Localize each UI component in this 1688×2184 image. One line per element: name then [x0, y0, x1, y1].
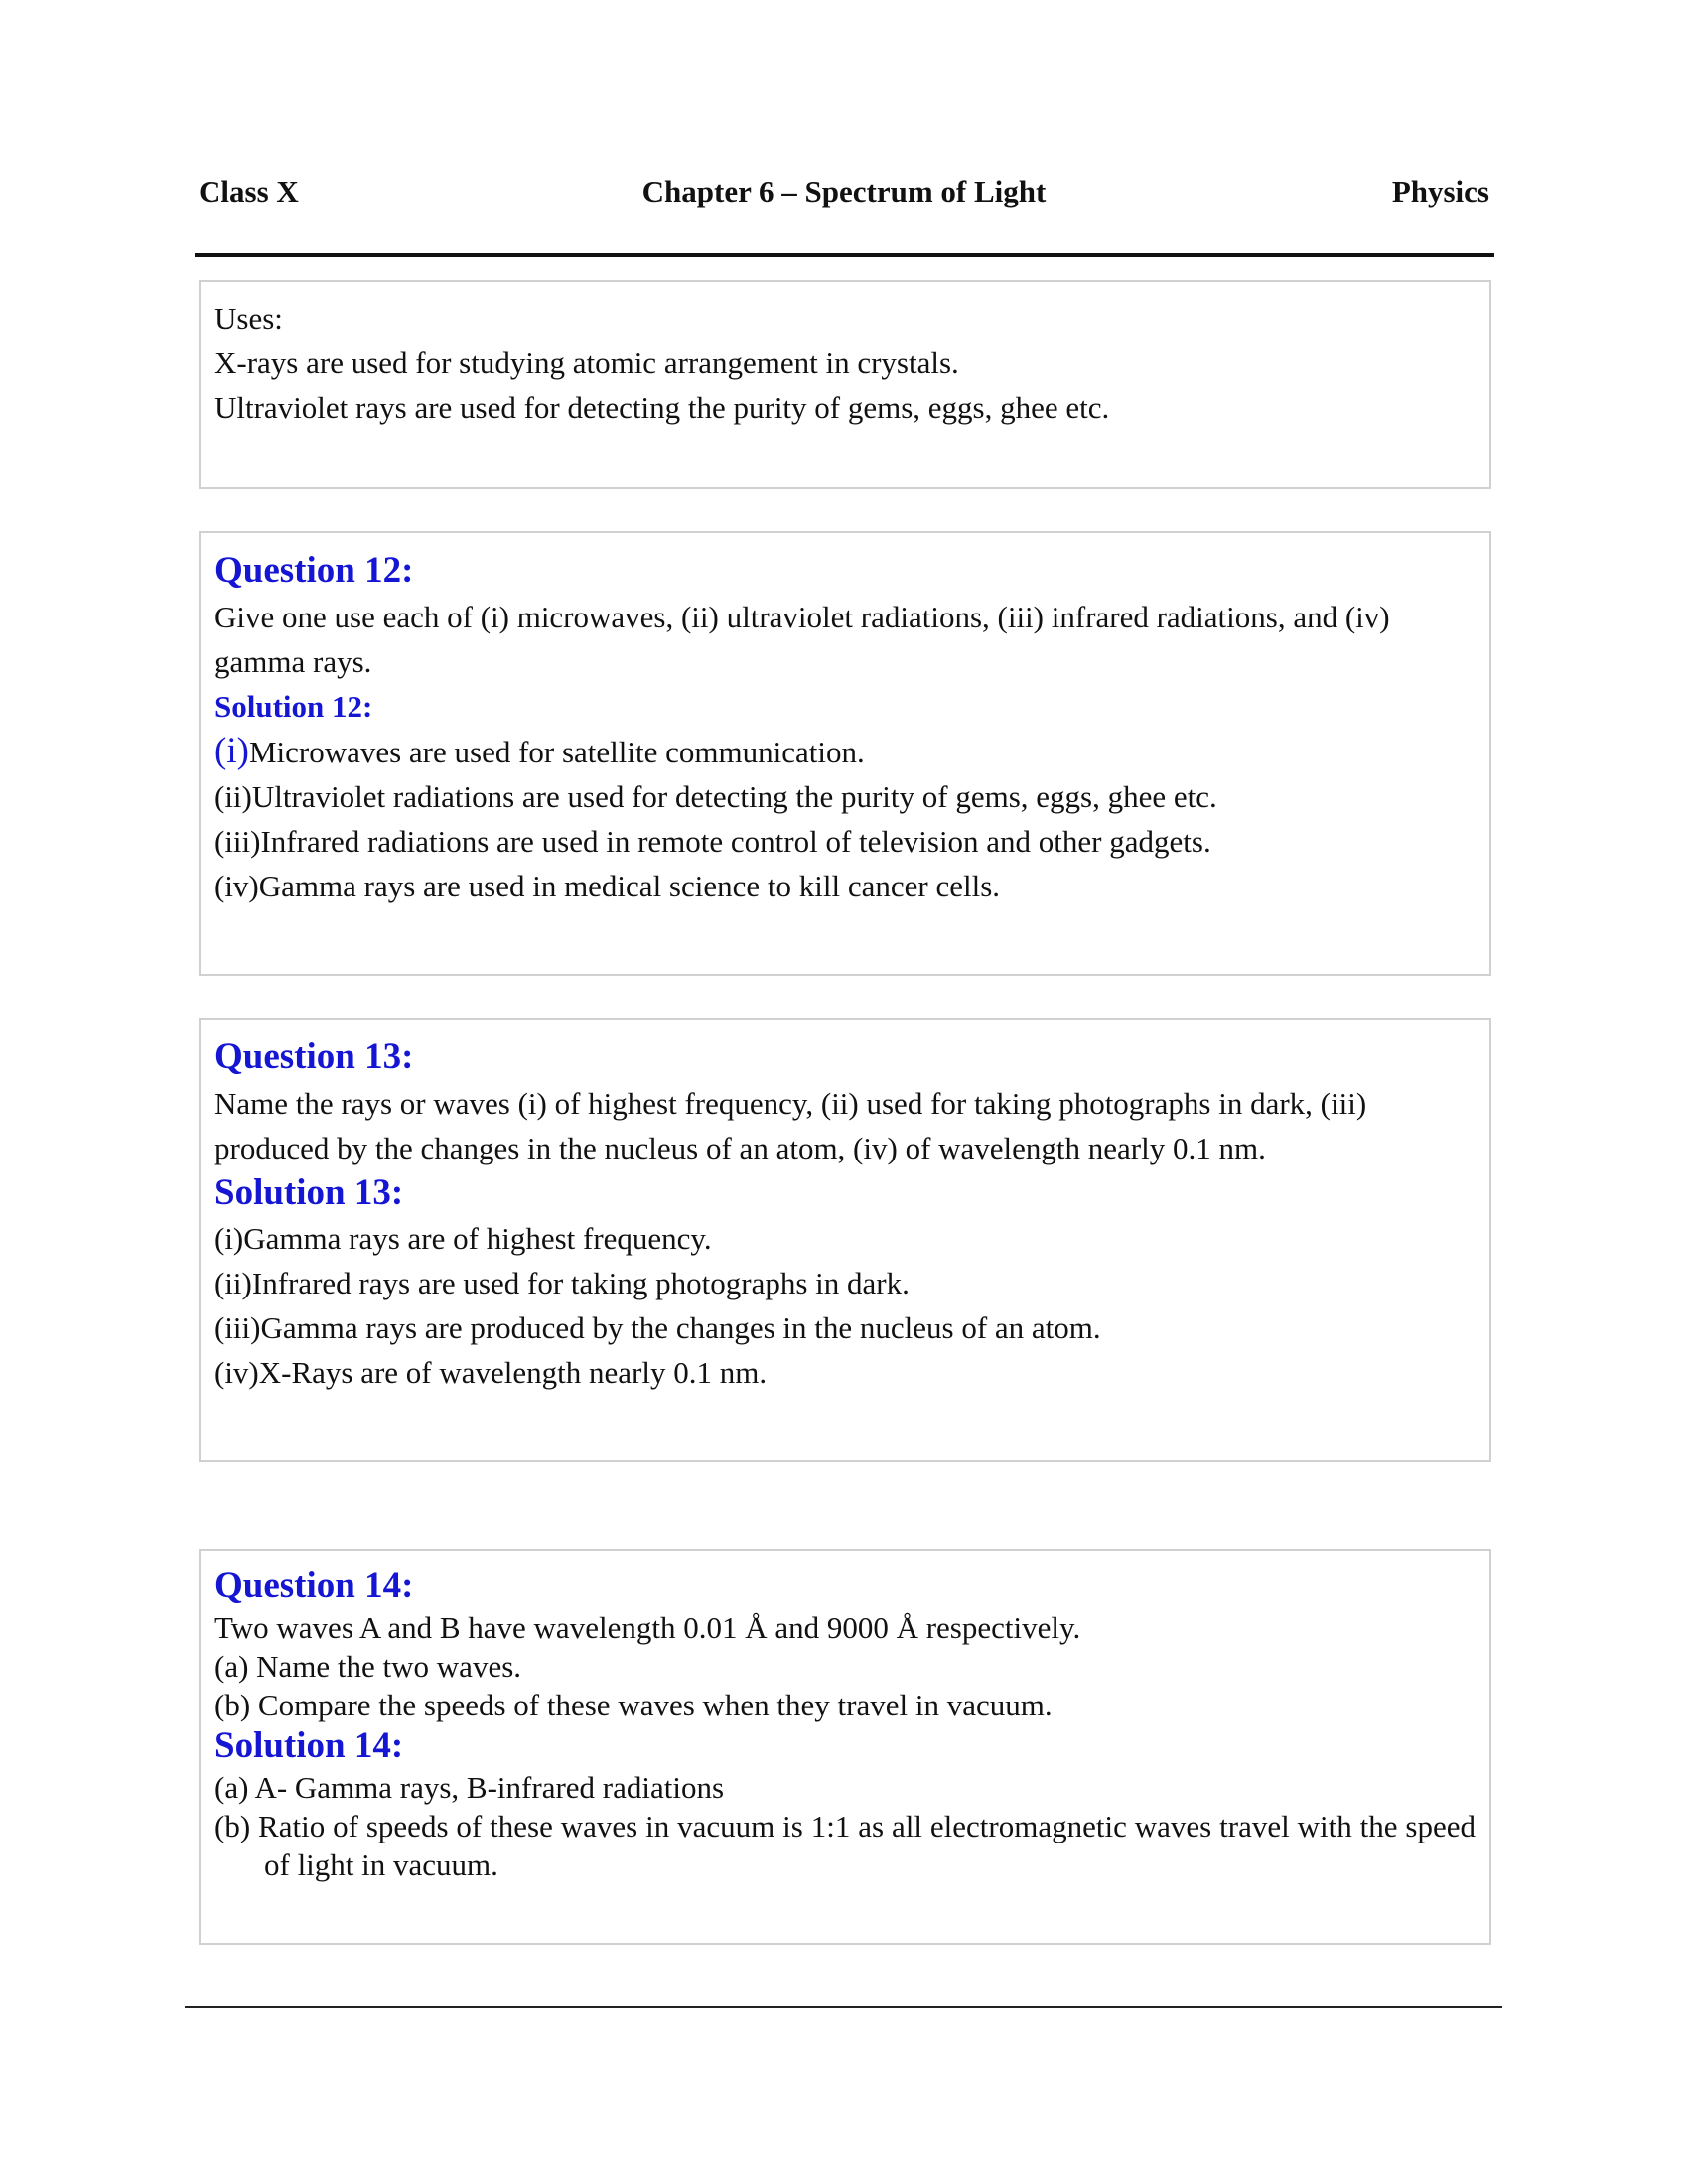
- header-divider: [195, 253, 1494, 257]
- question-12-box: [199, 531, 1491, 976]
- question-12-title: Question 12:: [214, 550, 414, 591]
- question-14-box: [199, 1549, 1491, 1945]
- solution-13-answer: (i)Gamma rays are of highest frequency.: [214, 1221, 712, 1256]
- uses-box: [199, 280, 1491, 489]
- solution-12-title: Solution 12:: [214, 689, 373, 724]
- solution-14-answer: (a) A- Gamma rays, B-infrared radiations: [214, 1770, 725, 1805]
- question-13-text-line: produced by the changes in the nucleus of an atom, (iv) of wavelength nearly 0.1 nm.: [214, 1131, 1266, 1165]
- answer-text: Microwaves are used for satellite communication.: [248, 735, 865, 769]
- solution-13-answer: (iv)X-Rays are of wavelength nearly 0.1 nm.: [214, 1355, 768, 1390]
- footer-divider: [185, 2006, 1502, 2008]
- question-13-text-line: Name the rays or waves (i) of highest frequency, (ii) used for taking photographs in dark, (iii): [214, 1086, 1367, 1121]
- header-class: Class X: [199, 174, 299, 208]
- solution-14-answer: (b) Ratio of speeds of these waves in vacuum is 1:1 as all electromagnetic waves travel with the speed of light in vacuum.: [214, 1809, 1476, 1882]
- uses-label: Uses:: [214, 301, 283, 336]
- solution-12-answer: (ii)Ultraviolet radiations are used for detecting the purity of gems, eggs, ghee etc.: [214, 779, 1217, 814]
- question-14-text-line: Two waves A and B have wavelength 0.01 Å and 9000 Å respectively.: [214, 1610, 1081, 1645]
- header-subject: Physics: [1391, 174, 1489, 208]
- question-14-text-line: (a) Name the two waves.: [214, 1649, 522, 1684]
- question-13-box: [199, 1018, 1491, 1462]
- page-header: [199, 174, 1489, 221]
- solution-12-answer: (iii)Infrared radiations are used in remote control of television and other gadgets.: [214, 824, 1211, 859]
- question-13-title: Question 13:: [214, 1036, 414, 1077]
- question-12-text-line: Give one use each of (i) microwaves, (ii) ultraviolet radiations, (iii) infrared radiations, and (iv): [214, 600, 1390, 634]
- uses-line: X-rays are used for studying atomic arrangement in crystals.: [214, 345, 959, 380]
- solution-14-title: Solution 14:: [214, 1725, 404, 1766]
- answer-marker: (i): [214, 731, 249, 771]
- question-12-text-line: gamma rays.: [214, 644, 372, 679]
- question-14-text-line: (b) Compare the speeds of these waves when they travel in vacuum.: [214, 1688, 1053, 1722]
- solution-13-answer: (ii)Infrared rays are used for taking photographs in dark.: [214, 1266, 910, 1300]
- question-14-title: Question 14:: [214, 1566, 414, 1606]
- solution-12-answer: [214, 729, 1476, 774]
- solution-13-answer: (iii)Gamma rays are produced by the changes in the nucleus of an atom.: [214, 1310, 1101, 1345]
- solution-13-title: Solution 13:: [214, 1172, 404, 1213]
- solution-12-answer: (iv)Gamma rays are used in medical science to kill cancer cells.: [214, 869, 1001, 903]
- uses-line: Ultraviolet rays are used for detecting the purity of gems, eggs, ghee etc.: [214, 390, 1110, 425]
- header-chapter-title: Chapter 6 – Spectrum of Light: [641, 174, 1047, 208]
